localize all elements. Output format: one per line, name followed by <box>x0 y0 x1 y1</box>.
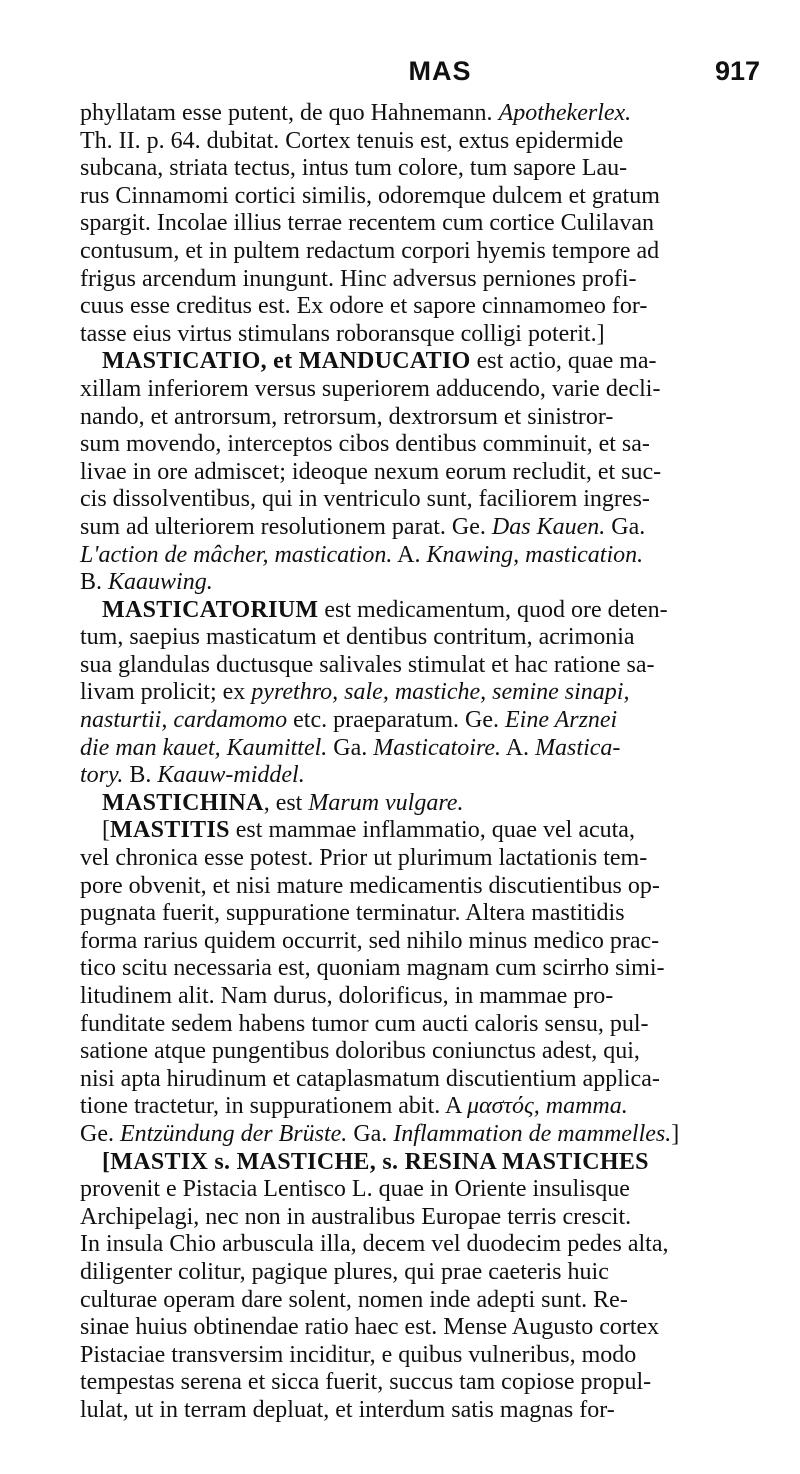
italic-text: Masticatoire. <box>373 734 502 761</box>
italic-text: Kaauw-middel. <box>157 762 305 789</box>
italic-text: pyrethro, sale, mastiche, semine sinapi, <box>251 679 630 706</box>
text-segment: tempestas serena et sicca fuerit, succus tam copiose propul- <box>80 1369 652 1396</box>
text-line <box>80 1287 710 1315</box>
text-segment: Archipelagi, nec non in australibus Europae terris crescit. <box>80 1203 632 1230</box>
running-head-word: MAS <box>408 56 472 86</box>
text-line <box>80 1038 710 1066</box>
text-segment: est actio, quae ma- <box>470 348 657 375</box>
text-line <box>80 790 710 818</box>
text-line <box>80 486 710 514</box>
text-segment: A. <box>392 541 427 568</box>
entry-headword: [MASTIX s. MASTICHE, s. RESINA MASTICHES <box>102 1148 649 1175</box>
italic-text: Entzündung der Brüste. <box>119 1120 348 1147</box>
text-segment: satione atque pungentibus doloribus coniunctus adest, qui, <box>80 1038 640 1065</box>
text-line <box>80 1093 710 1121</box>
text-line <box>80 624 710 652</box>
text-line <box>80 293 710 321</box>
italic-text: Mastica- <box>535 734 621 761</box>
text-line <box>80 155 710 183</box>
text-segment: litudinem alit. Nam durus, dolorificus, in mammae pro- <box>80 983 614 1009</box>
entry-headword: MASTICATORIUM <box>102 596 319 623</box>
text-line <box>80 1397 710 1425</box>
italic-text: Marum vulgare. <box>308 789 464 816</box>
text-segment: Ga. <box>327 734 374 761</box>
text-segment: phyllatam esse putent, de quo Hahnemann. <box>80 100 499 126</box>
text-segment: subcana, striata tectus, intus tum colore, tum sapore Lau- <box>80 155 628 182</box>
text-segment: sua glandulas ductusque salivales stimulat et hac ratione sa- <box>80 651 655 678</box>
italic-text: Kaauwing. <box>108 569 213 596</box>
text-line <box>80 1259 710 1287</box>
text-line <box>80 210 710 238</box>
italic-text: Knawing, mastication. <box>426 541 644 568</box>
text-line <box>80 1314 710 1342</box>
text-line <box>80 1149 710 1177</box>
text-segment: tione tractetur, in suppurationem abit. A <box>80 1093 467 1120</box>
text-line <box>80 845 710 873</box>
italic-text: μαστός, mamma. <box>466 1093 628 1120</box>
text-line <box>80 735 710 763</box>
text-line <box>80 873 710 901</box>
text-line <box>80 128 710 156</box>
text-line <box>80 1066 710 1094</box>
text-segment: forma rarius quidem occurrit, sed nihilo minus medico prac- <box>80 927 660 954</box>
text-segment: etc. praeparatum. Ge. <box>287 707 506 734</box>
text-line <box>80 762 710 790</box>
text-line <box>80 928 710 956</box>
text-line <box>80 514 710 542</box>
text-segment: pugnata fuerit, suppuratione terminatur. Altera mastitidis <box>80 900 625 927</box>
italic-text: Das Kauen. <box>491 513 606 540</box>
italic-text: L'action de mâcher, mastication. <box>80 541 393 568</box>
text-segment: B. <box>80 569 109 596</box>
text-line <box>80 1204 710 1232</box>
text-segment: sum ad ulteriorem resolutionem parat. Ge. <box>80 513 492 540</box>
text-line <box>80 1011 710 1039</box>
text-line <box>80 707 710 735</box>
text-segment: lulat, ut in terram depluat, et interdum satis magnas for- <box>80 1396 615 1423</box>
text-segment: provenit e Pistacia Lentisco L. quae in Oriente insulisque <box>80 1176 630 1203</box>
text-segment: livae in ore admiscet; ideoque nexum eorum recludit, et suc- <box>80 458 662 485</box>
text-line <box>80 376 710 404</box>
text-line <box>80 321 710 349</box>
text-segment: contusum, et in pultem redactum corpori hyemis tempore ad <box>80 237 660 264</box>
text-segment: sinae huius obtinendae ratio haec est. Mense Augusto cortex <box>80 1314 660 1341</box>
text-line <box>80 266 710 294</box>
text-segment: livam prolicit; ex <box>80 679 252 706</box>
text-line <box>80 238 710 266</box>
text-line <box>80 652 710 680</box>
text-segment: In insula Chio arbuscula illa, decem vel duodecim pedes alta, <box>80 1231 669 1258</box>
text-line <box>80 983 710 1011</box>
text-segment: tico scitu necessaria est, quoniam magnam cum scirrho simi- <box>80 955 665 982</box>
text-segment: est medicamentum, quod ore deten- <box>318 596 668 623</box>
text-line <box>80 183 710 211</box>
text-line <box>80 1121 710 1149</box>
italic-text: nasturtii, cardamomo <box>80 707 288 734</box>
text-line <box>80 1369 710 1397</box>
text-segment: ] <box>671 1120 680 1147</box>
text-segment: cuus esse creditus est. Ex odore et sapore cinnamomeo for- <box>80 293 648 320</box>
text-segment: cis dissolventibus, qui in ventriculo sunt, faciliorem ingres- <box>80 486 650 513</box>
text-segment: nando, et antrorsum, retrorsum, dextrorsum et sinistror- <box>80 403 614 430</box>
text-segment: Ga. <box>347 1120 394 1147</box>
text-segment: , est <box>263 789 309 816</box>
italic-text: Inflammation de mammelles. <box>393 1120 672 1147</box>
text-line <box>80 569 710 597</box>
text-segment: culturae operam dare solent, nomen inde adepti sunt. Re- <box>80 1286 628 1313</box>
text-line <box>80 1231 710 1259</box>
text-segment: Ga. <box>605 513 646 540</box>
running-head <box>120 56 760 96</box>
text-segment: rus Cinnamomi cortici similis, odoremque dulcem et gratum <box>80 182 660 209</box>
text-segment: Ge. <box>80 1120 120 1147</box>
text-segment: nisi apta hirudinum et cataplasmatum discutientium applica- <box>80 1065 660 1092</box>
italic-text: Apothekerlex. <box>498 100 632 126</box>
italic-text: die man kauet, Kaumittel. <box>80 734 328 761</box>
text-segment: diligenter colitur, pagique plures, qui prae caeteris huic <box>80 1258 609 1285</box>
italic-text: Eine Arznei <box>505 707 618 734</box>
text-line <box>80 679 710 707</box>
text-line <box>80 1342 710 1370</box>
text-segment: frigus arcendum inungunt. Hinc adversus perniones profi- <box>80 265 637 292</box>
text-segment: Th. II. p. 64. dubitat. Cortex tenuis est, extus epidermide <box>80 127 624 154</box>
text-segment: tum, saepius masticatum et dentibus contritum, acrimonia <box>80 624 635 651</box>
text-line <box>80 100 710 128</box>
entry-headword: MASTITIS <box>110 817 230 844</box>
entry-headword: MASTICATIO, et MANDUCATIO <box>102 348 471 375</box>
text-segment: sum movendo, interceptos cibos dentibus comminuit, et sa- <box>80 431 650 458</box>
text-line <box>80 431 710 459</box>
text-line <box>80 1176 710 1204</box>
text-line <box>80 900 710 928</box>
text-line <box>80 404 710 432</box>
text-line <box>80 817 710 845</box>
text-segment: tasse eius virtus stimulans roboransque colligi poterit.] <box>80 320 605 347</box>
body-text <box>80 100 710 1425</box>
text-segment: vel chronica esse potest. Prior ut plurimum lactationis tem- <box>80 845 648 872</box>
text-segment: A. <box>501 734 536 761</box>
text-line <box>80 955 710 983</box>
entry-headword: MASTICHINA <box>102 789 264 816</box>
text-line <box>80 459 710 487</box>
text-segment: pore obvenit, et nisi mature medicamentis discutientibus op- <box>80 872 660 899</box>
text-segment: B. <box>123 762 158 789</box>
text-segment: [ <box>102 817 110 844</box>
text-segment: funditate sedem habens tumor cum aucti caloris sensu, pul- <box>80 1010 649 1037</box>
page-number: 917 <box>714 56 760 86</box>
text-segment: xillam inferiorem versus superiorem adducendo, varie decli- <box>80 375 661 402</box>
text-segment: spargit. Incolae illius terrae recentem cum cortice Culilavan <box>80 210 654 237</box>
text-segment: est mammae inflammatio, quae vel acuta, <box>229 817 635 844</box>
italic-text: tory. <box>80 762 124 789</box>
text-segment: Pistaciae transversim inciditur, e quibus vulneribus, modo <box>80 1341 637 1368</box>
text-line <box>80 348 710 376</box>
text-line <box>80 597 710 625</box>
text-line <box>80 542 710 570</box>
